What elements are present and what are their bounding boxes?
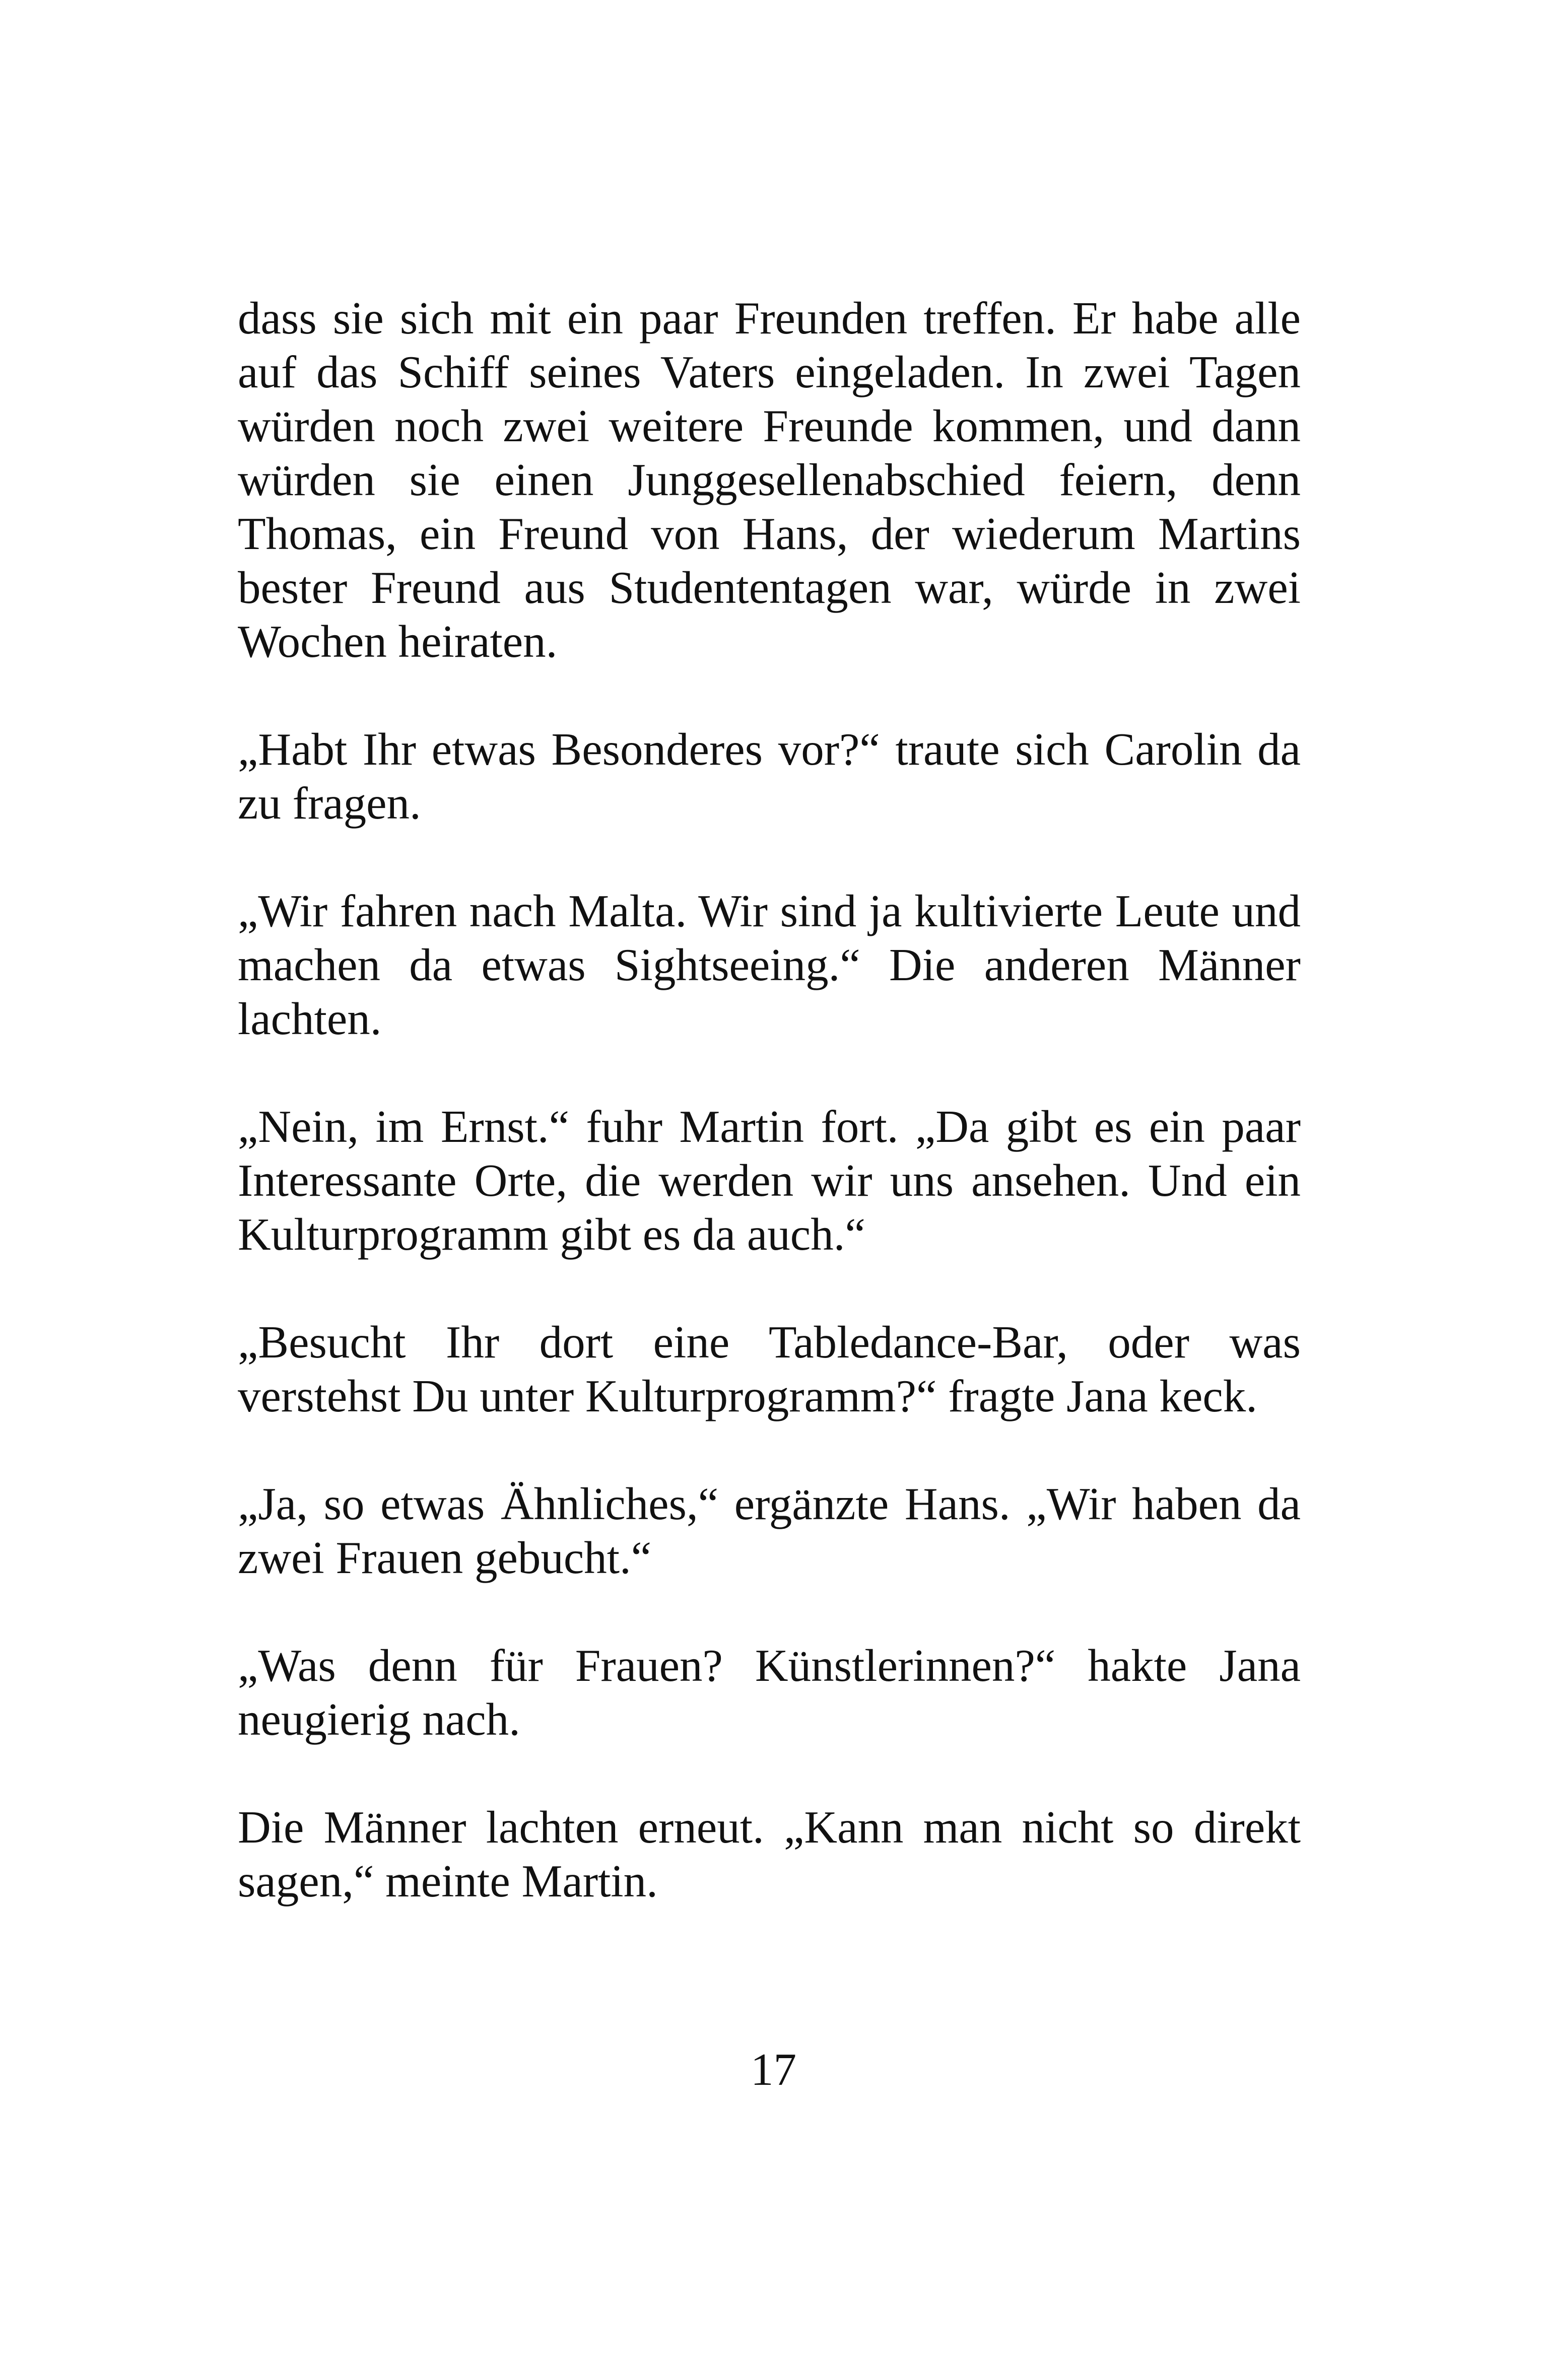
page-number: 17 (751, 2044, 796, 2095)
paragraph: „Ja, so etwas Ähnliches,“ ergänzte Hans. „Wir haben da zwei Frauen gebucht.“ (238, 1478, 1301, 1583)
paragraph: „Besucht Ihr dort eine Tabledance-Bar, oder was verstehst Du unter Kulturprogramm?“ fragte Jana keck. (238, 1317, 1301, 1421)
paragraph: Die Männer lachten erneut. „Kann man nicht so direkt sagen,“ meinte Martin. (238, 1802, 1301, 1907)
paragraph: „Wir fahren nach Malta. Wir sind ja kultivierte Leute und machen da etwas Sightseeing.“ Die anderen Männer lachten. (238, 886, 1301, 1044)
body-text (238, 291, 1301, 1962)
paragraph: „Habt Ihr etwas Besonderes vor?“ traute sich Carolin da zu fragen. (238, 724, 1301, 829)
paragraph: dass sie sich mit ein paar Freunden treffen. Er habe alle auf das Schiff seines Vaters eingeladen. In zwei Tagen würden noch zwei weitere Freunde kommen, und dann würden sie einen Junggesellenabschied feiern, denn Thomas, ein Freund von Hans, der wiederum Martins bester Freund aus Studententagen war, würde in zwei Wochen heiraten. (238, 293, 1301, 667)
paragraph: „Was denn für Frauen? Künstlerinnen?“ hakte Jana neugierig nach. (238, 1640, 1301, 1745)
paragraph: „Nein, im Ernst.“ fuhr Martin fort. „Da gibt es ein paar Interessante Orte, die werden wir uns ansehen. Und ein Kulturprogramm gibt es da auch.“ (238, 1101, 1301, 1260)
